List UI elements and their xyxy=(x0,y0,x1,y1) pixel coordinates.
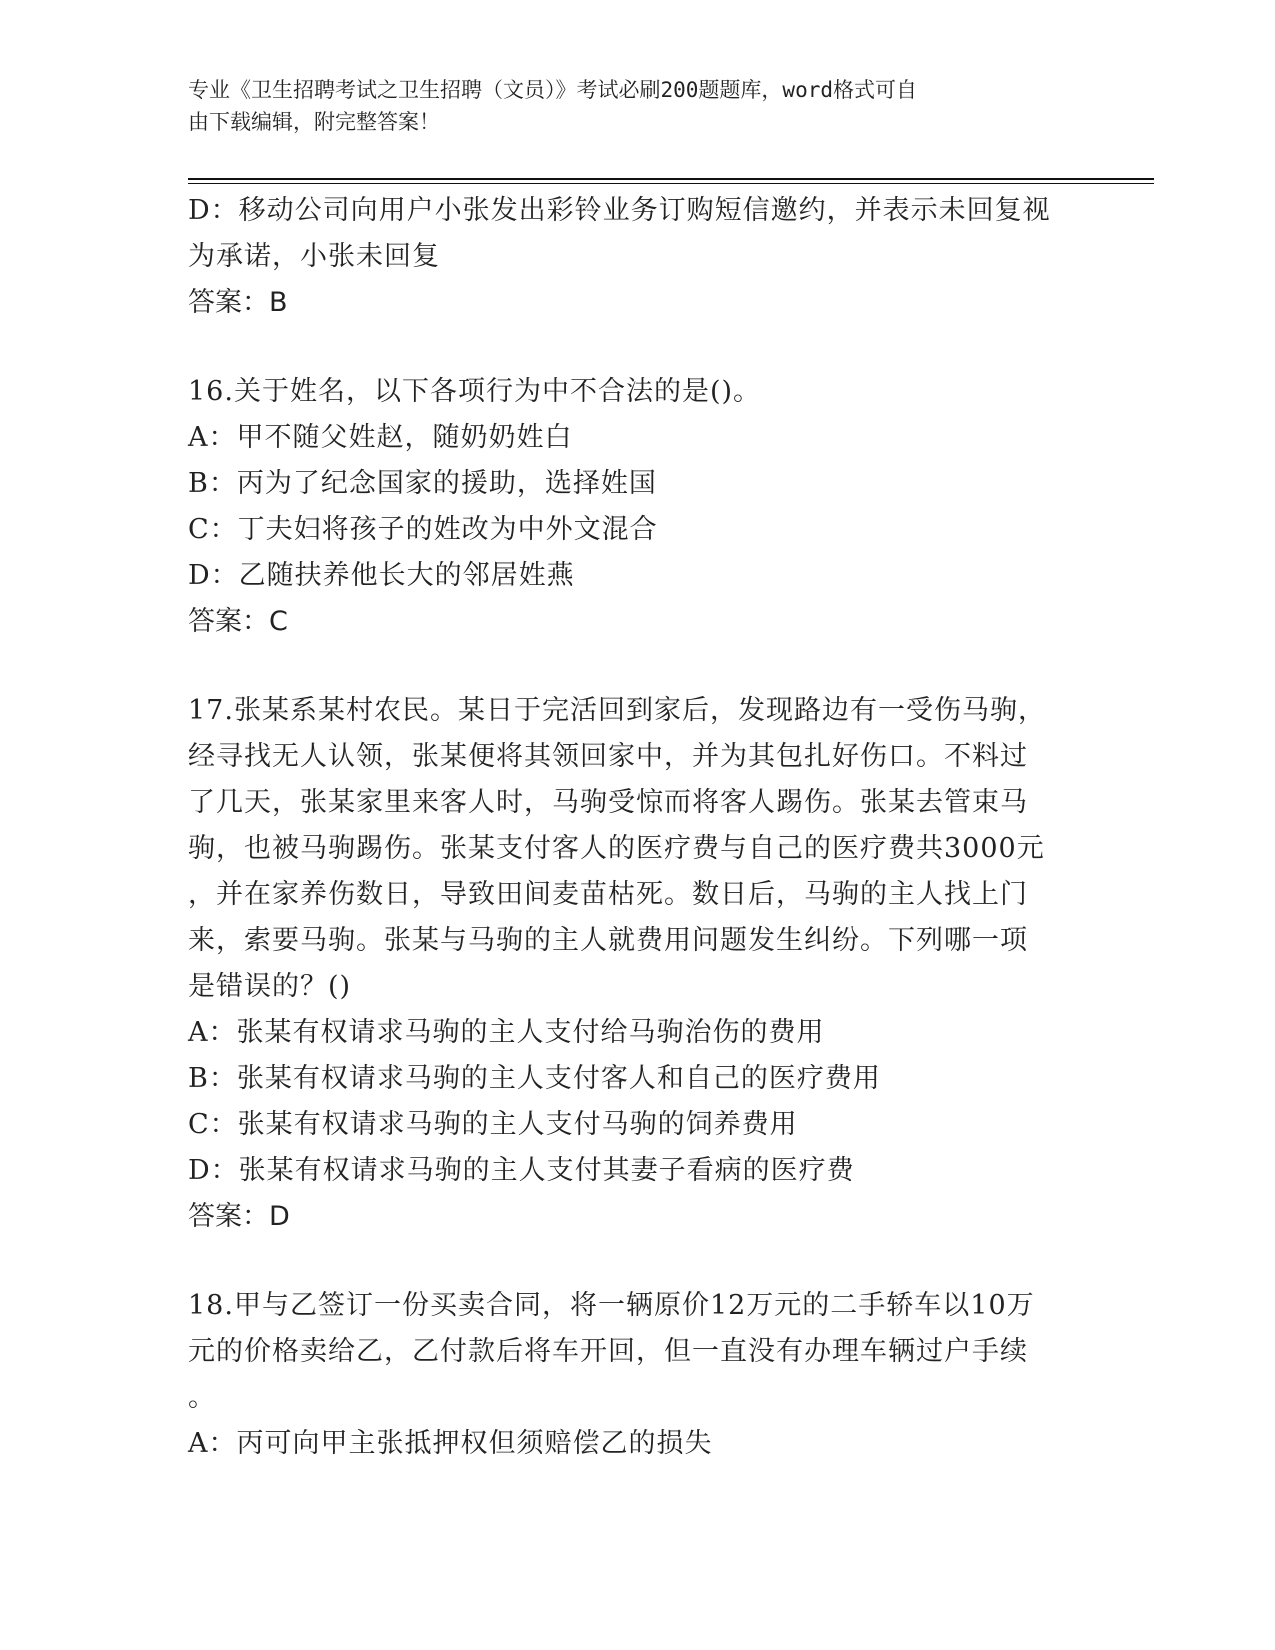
question-stem-line-5: ，并在家养伤数日，导致田间麦苗枯死。数日后，马驹的主人找上门 xyxy=(188,879,1028,910)
page-header xyxy=(188,74,1088,138)
question-content xyxy=(188,188,1088,1467)
answer-line: 答案：C xyxy=(188,606,288,637)
option-d-line-2: 为承诺，小张未回复 xyxy=(188,241,440,272)
question-stem-line-3: 。 xyxy=(188,1382,216,1413)
option-b: B：丙为了纪念国家的援助，选择姓国 xyxy=(188,468,657,499)
option-b: B：张某有权请求马驹的主人支付客人和自己的医疗费用 xyxy=(188,1063,881,1094)
option-d: D：乙随扶养他长大的邻居姓燕 xyxy=(188,560,575,591)
header-divider-thin xyxy=(188,183,1154,184)
question-stem-line-1: 17.张某系某村农民。某日于完活回到家后，发现路边有一受伤马驹， xyxy=(188,695,1046,726)
option-d-line-1: D：移动公司向用户小张发出彩铃业务订购短信邀约，并表示未回复视 xyxy=(188,195,1051,226)
question-block-18 xyxy=(188,1283,1088,1467)
answer-line: 答案：B xyxy=(188,287,288,318)
question-block-17 xyxy=(188,688,1088,1240)
header-title-line-2: 由下载编辑，附完整答案！ xyxy=(188,110,440,134)
question-stem-line-2: 经寻找无人认领，张某便将其领回家中，并为其包扎好伤口。不料过 xyxy=(188,741,1028,772)
option-c: C：丁夫妇将孩子的姓改为中外文混合 xyxy=(188,514,658,545)
option-a: A：甲不随父姓赵，随奶奶姓白 xyxy=(188,422,573,453)
question-stem-line-2: 元的价格卖给乙，乙付款后将车开回，但一直没有办理车辆过户手续 xyxy=(188,1336,1028,1367)
option-d: D：张某有权请求马驹的主人支付其妻子看病的医疗费 xyxy=(188,1155,855,1186)
question-block-16 xyxy=(188,369,1088,645)
header-divider-thick xyxy=(188,178,1154,180)
option-c: C：张某有权请求马驹的主人支付马驹的饲养费用 xyxy=(188,1109,798,1140)
option-a: A：张某有权请求马驹的主人支付给马驹治伤的费用 xyxy=(188,1017,825,1048)
question-stem-line-1: 18.甲与乙签订一份买卖合同，将一辆原价12万元的二手轿车以10万 xyxy=(188,1290,1035,1321)
question-stem-line-4: 驹，也被马驹踢伤。张某支付客人的医疗费与自己的医疗费共3000元 xyxy=(188,833,1045,864)
header-title-line-1: 专业《卫生招聘考试之卫生招聘（文员）》考试必刷200题题库，word格式可自 xyxy=(188,78,917,102)
question-stem-line-7: 是错误的？() xyxy=(188,971,352,1002)
question-block-prev xyxy=(188,188,1088,326)
option-a: A：丙可向甲主张抵押权但须赔偿乙的损失 xyxy=(188,1428,713,1459)
question-stem: 16.关于姓名，以下各项行为中不合法的是()。 xyxy=(188,376,762,407)
question-stem-line-6: 来，索要马驹。张某与马驹的主人就费用问题发生纠纷。下列哪一项 xyxy=(188,925,1028,956)
question-stem-line-3: 了几天，张某家里来客人时，马驹受惊而将客人踢伤。张某去管束马 xyxy=(188,787,1028,818)
answer-line: 答案：D xyxy=(188,1201,290,1232)
